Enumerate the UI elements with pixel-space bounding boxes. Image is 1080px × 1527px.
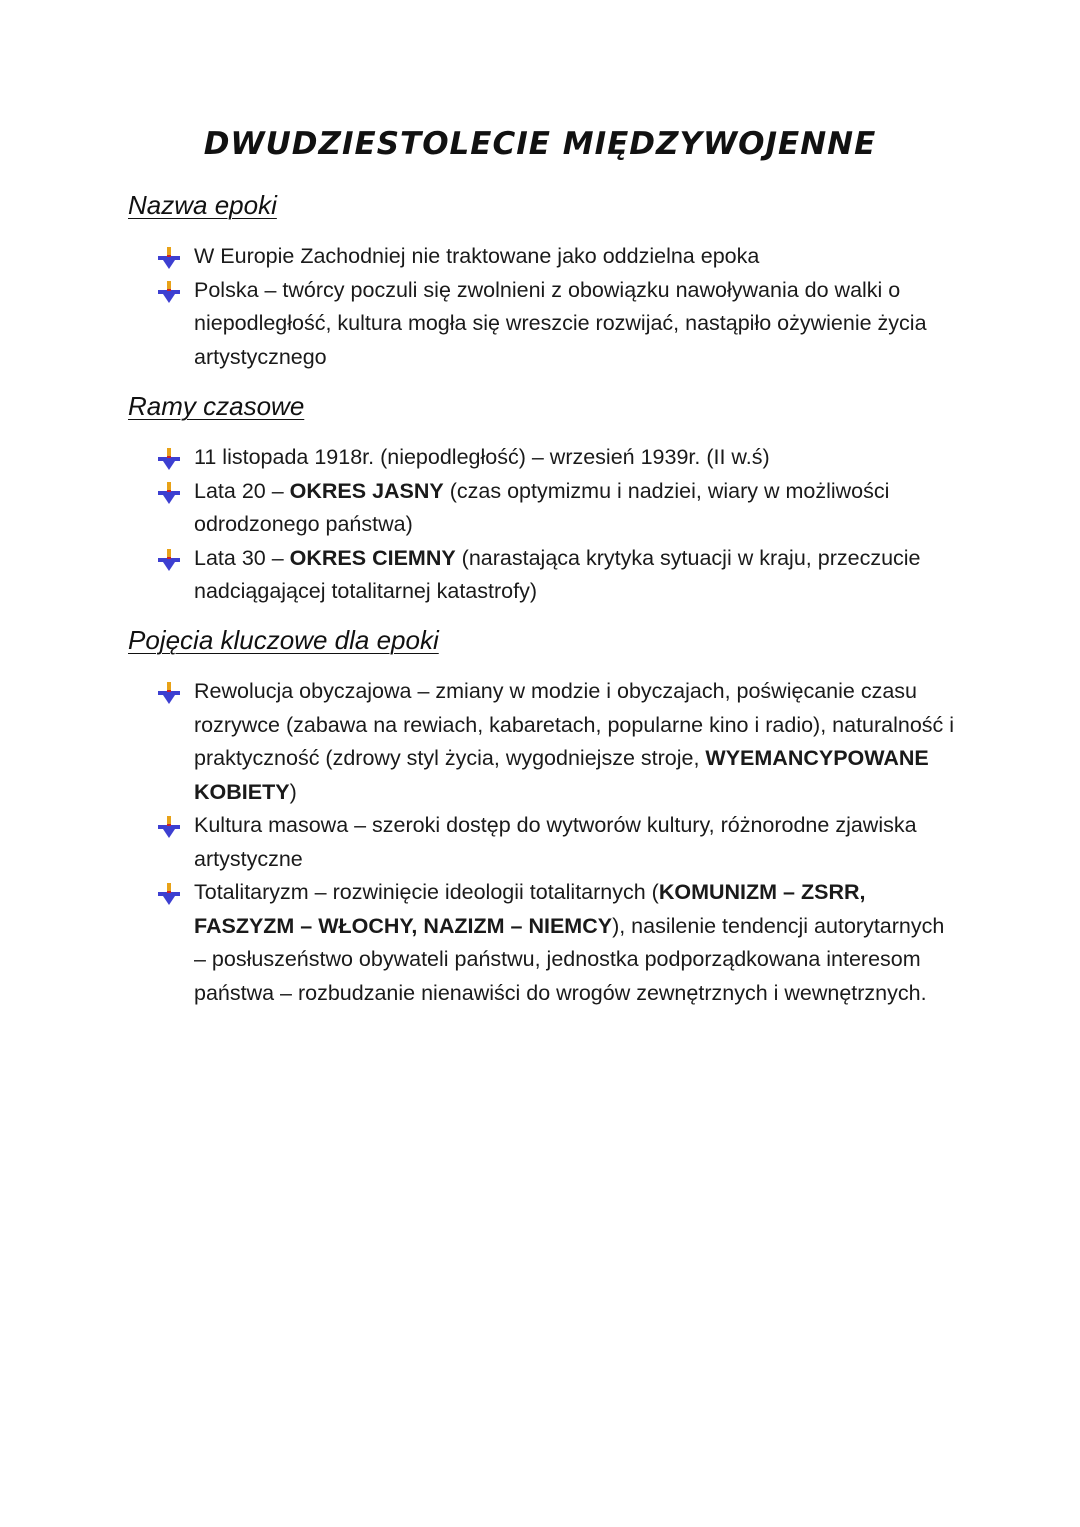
plus-arrow-bullet-icon	[158, 816, 180, 838]
plus-arrow-bullet-icon	[158, 549, 180, 571]
list-item-text	[194, 479, 889, 537]
section-heading: Nazwa epoki	[128, 190, 277, 220]
plus-arrow-bullet-icon	[158, 281, 180, 303]
text-segment: ), nasilenie tendencji autorytarnych – posłuszeństwo obywateli państwu, jednostka podporządkowana interesom państwa – rozbudzanie nienawiści do wrogów zewnętrznych i wewnętrznych.	[194, 913, 945, 1005]
list-item-text	[194, 679, 954, 804]
text-segment: (czas optymizmu i nadziei, wiary w możliwości odrodzonego państwa)	[194, 478, 890, 536]
list-item-text	[194, 445, 770, 469]
plus-arrow-bullet-icon	[158, 247, 180, 269]
text-segment: W Europie Zachodniej nie traktowane jako oddzielna epoka	[194, 244, 760, 268]
section-heading: Pojęcia kluczowe dla epoki	[128, 625, 439, 655]
emphasis-text: OKRES CIEMNY	[289, 545, 456, 570]
emphasis-text: WYEMANCYPOWANE KOBIETY	[194, 746, 929, 804]
plus-arrow-bullet-icon	[158, 682, 180, 704]
list-item-text	[194, 278, 927, 369]
list-item-text	[194, 244, 759, 268]
plus-arrow-bullet-icon	[158, 448, 180, 470]
list-item	[158, 542, 958, 609]
plus-arrow-bullet-icon	[158, 482, 180, 504]
text-segment: (narastająca krytyka sytuacji w kraju, przeczucie nadciągającej totalitarnej katastrofy)	[194, 545, 921, 603]
bullet-list	[158, 675, 958, 1010]
section-heading: Ramy czasowe	[128, 391, 305, 421]
text-segment: Polska – twórcy poczuli się zwolnieni z obowiązku nawoływania do walki o niepodległość, kultura mogła się wreszcie rozwijać, nastąpiło ożywienie życia artystycznego	[194, 277, 927, 369]
list-item-text	[194, 546, 921, 604]
list-item	[158, 876, 958, 1010]
text-segment: Totalitaryzm – rozwinięcie ideologii totalitarnych (	[194, 880, 659, 904]
text-segment: Rewolucja obyczajowa – zmiany w modzie i obyczajach, poświęcanie czasu rozrywce (zabawa na rewiach, kabaretach, popularne kino i radio), naturalność i praktyczność (zdrowy styl życia, wygodniejsze stroje,	[194, 679, 955, 770]
emphasis-text: KOMUNIZM – ZSRR, FASZYZM – WŁOCHY, NAZIZM – NIEMCY	[194, 880, 866, 938]
text-segment: Kultura masowa – szeroki dostęp do wytworów kultury, różnorodne zjawiska artystyczne	[194, 813, 917, 871]
page-title: DWUDZIESTOLECIE MIĘDZYWOJENNE	[203, 126, 877, 162]
text-segment: Lata 30 –	[194, 545, 290, 570]
bullet-list	[158, 441, 958, 609]
text-segment: 11 listopada 1918r. (niepodległość) – wrzesień 1939r. (II w.ś)	[194, 445, 770, 469]
list-item	[158, 675, 958, 809]
list-item-text	[194, 880, 944, 1005]
list-item	[158, 475, 958, 542]
emphasis-text: OKRES JASNY	[289, 478, 444, 503]
list-item	[158, 274, 958, 375]
text-segment: )	[289, 779, 297, 804]
list-item	[158, 809, 958, 876]
list-item	[158, 240, 958, 274]
list-item	[158, 441, 958, 475]
plus-arrow-bullet-icon	[158, 883, 180, 905]
text-segment: Lata 20 –	[194, 478, 290, 503]
list-item-text	[194, 813, 917, 871]
bullet-list	[158, 240, 958, 374]
